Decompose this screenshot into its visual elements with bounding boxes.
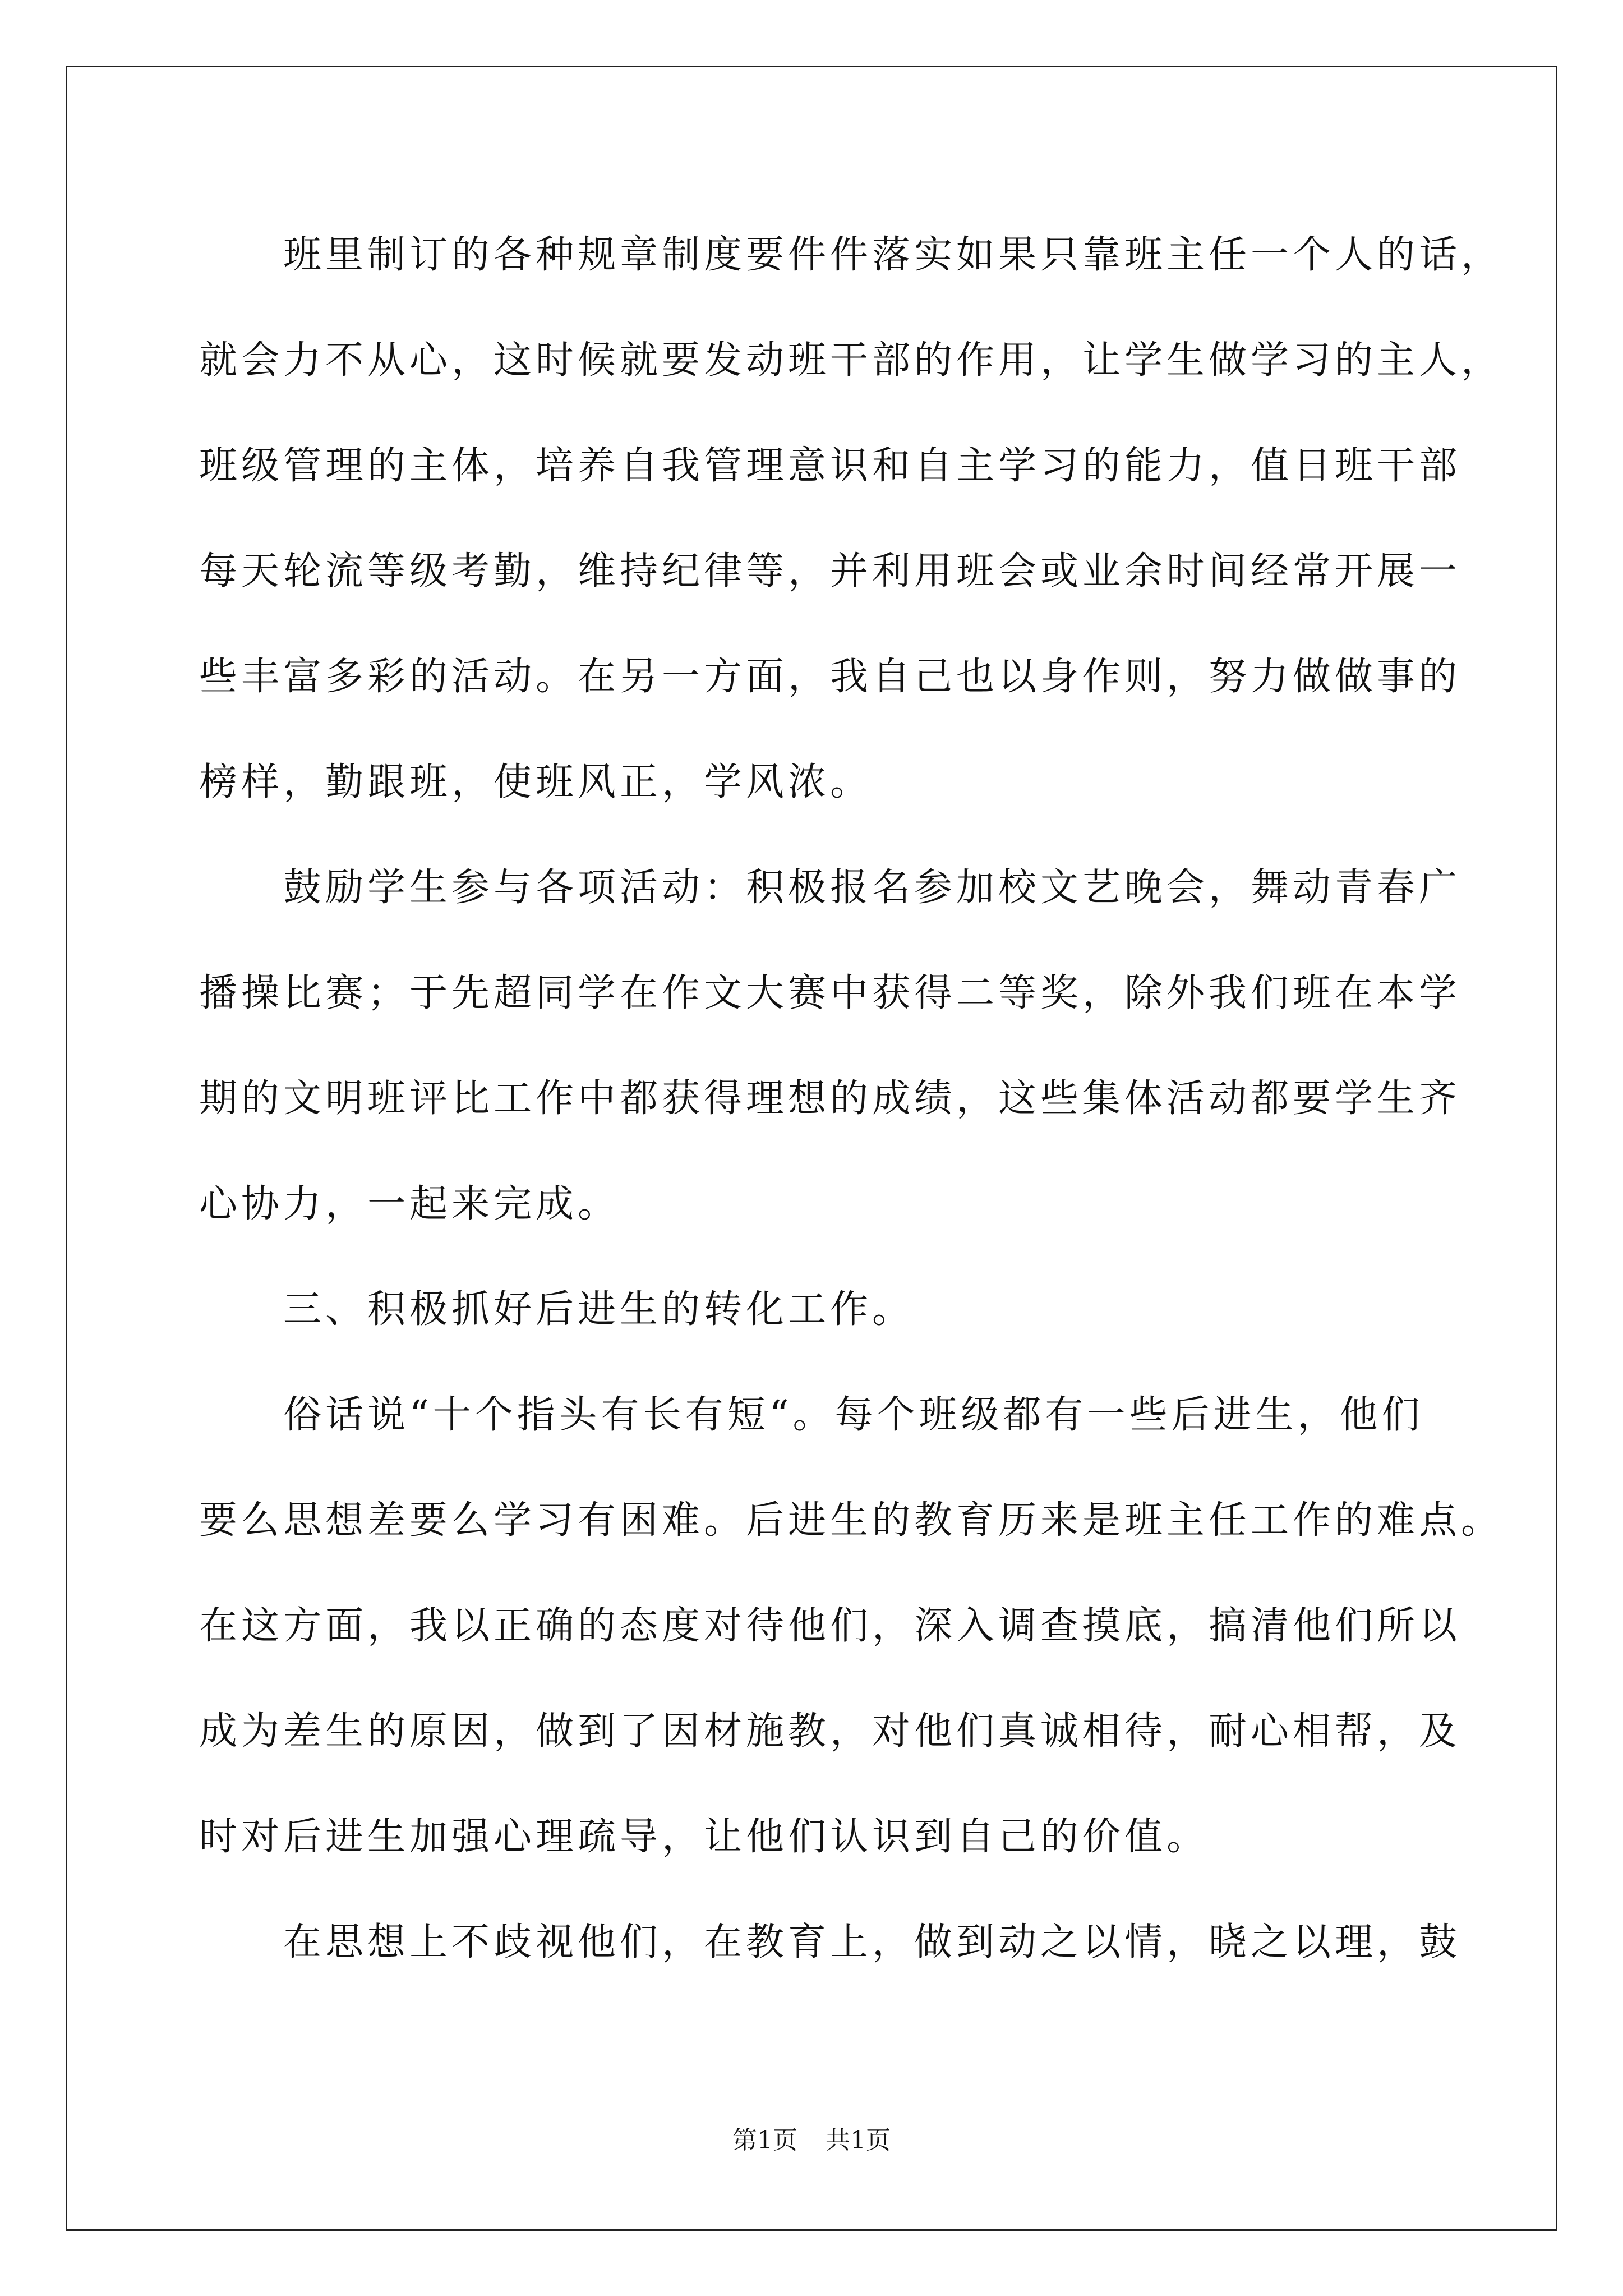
text-line: 在这方面，我以正确的态度对待他们，深入调查摸底，搞清他们所以 (199, 1604, 1461, 1648)
text-line: 就会力不从心，这时候就要发动班干部的作用，让学生做学习的主人， (199, 338, 1504, 383)
text-line: 成为差生的原因，做到了因材施教，对他们真诚相待，耐心相帮，及 (199, 1709, 1461, 1754)
page-border (66, 66, 1557, 2231)
text-line: 班里制订的各种规章制度要件件落实如果只靠班主任一个人的话， (199, 233, 1504, 277)
text-line: 俗话说“十个指头有长有短“。每个班级都有一些后进生，他们 (199, 1393, 1424, 1437)
text-line: 班级管理的主体，培养自我管理意识和自主学习的能力，值日班干部 (199, 444, 1461, 488)
text-line: 鼓励学生参与各项活动：积极报名参加校文艺晚会，舞动青春广 (199, 866, 1461, 910)
page-footer (0, 2125, 1623, 2156)
text-line: 每天轮流等级考勤，维持纪律等，并利用班会或业余时间经常开展一 (199, 549, 1461, 593)
text-line: 心协力，一起来完成。 (199, 1182, 620, 1226)
text-line: 榜样，勤跟班，使班风正，学风浓。 (199, 760, 873, 804)
page-number: 第1页 (732, 2126, 797, 2155)
text-line: 期的文明班评比工作中都获得理想的成绩，这些集体活动都要学生齐 (199, 1076, 1461, 1121)
text-line: 些丰富多彩的活动。在另一方面，我自己也以身作则，努力做做事的 (199, 655, 1461, 699)
text-line: 播操比赛；于先超同学在作文大赛中获得二等奖，除外我们班在本学 (199, 971, 1461, 1015)
text-line: 在思想上不歧视他们，在教育上，做到动之以情，晓之以理，鼓 (199, 1920, 1461, 1964)
page-total: 共1页 (826, 2126, 891, 2155)
text-line: 三、积极抓好后进生的转化工作。 (199, 1287, 915, 1332)
text-line: 要么思想差要么学习有困难。后进生的教育历来是班主任工作的难点。 (199, 1498, 1504, 1543)
text-line: 时对后进生加强心理疏导，让他们认识到自己的价值。 (199, 1815, 1209, 1859)
